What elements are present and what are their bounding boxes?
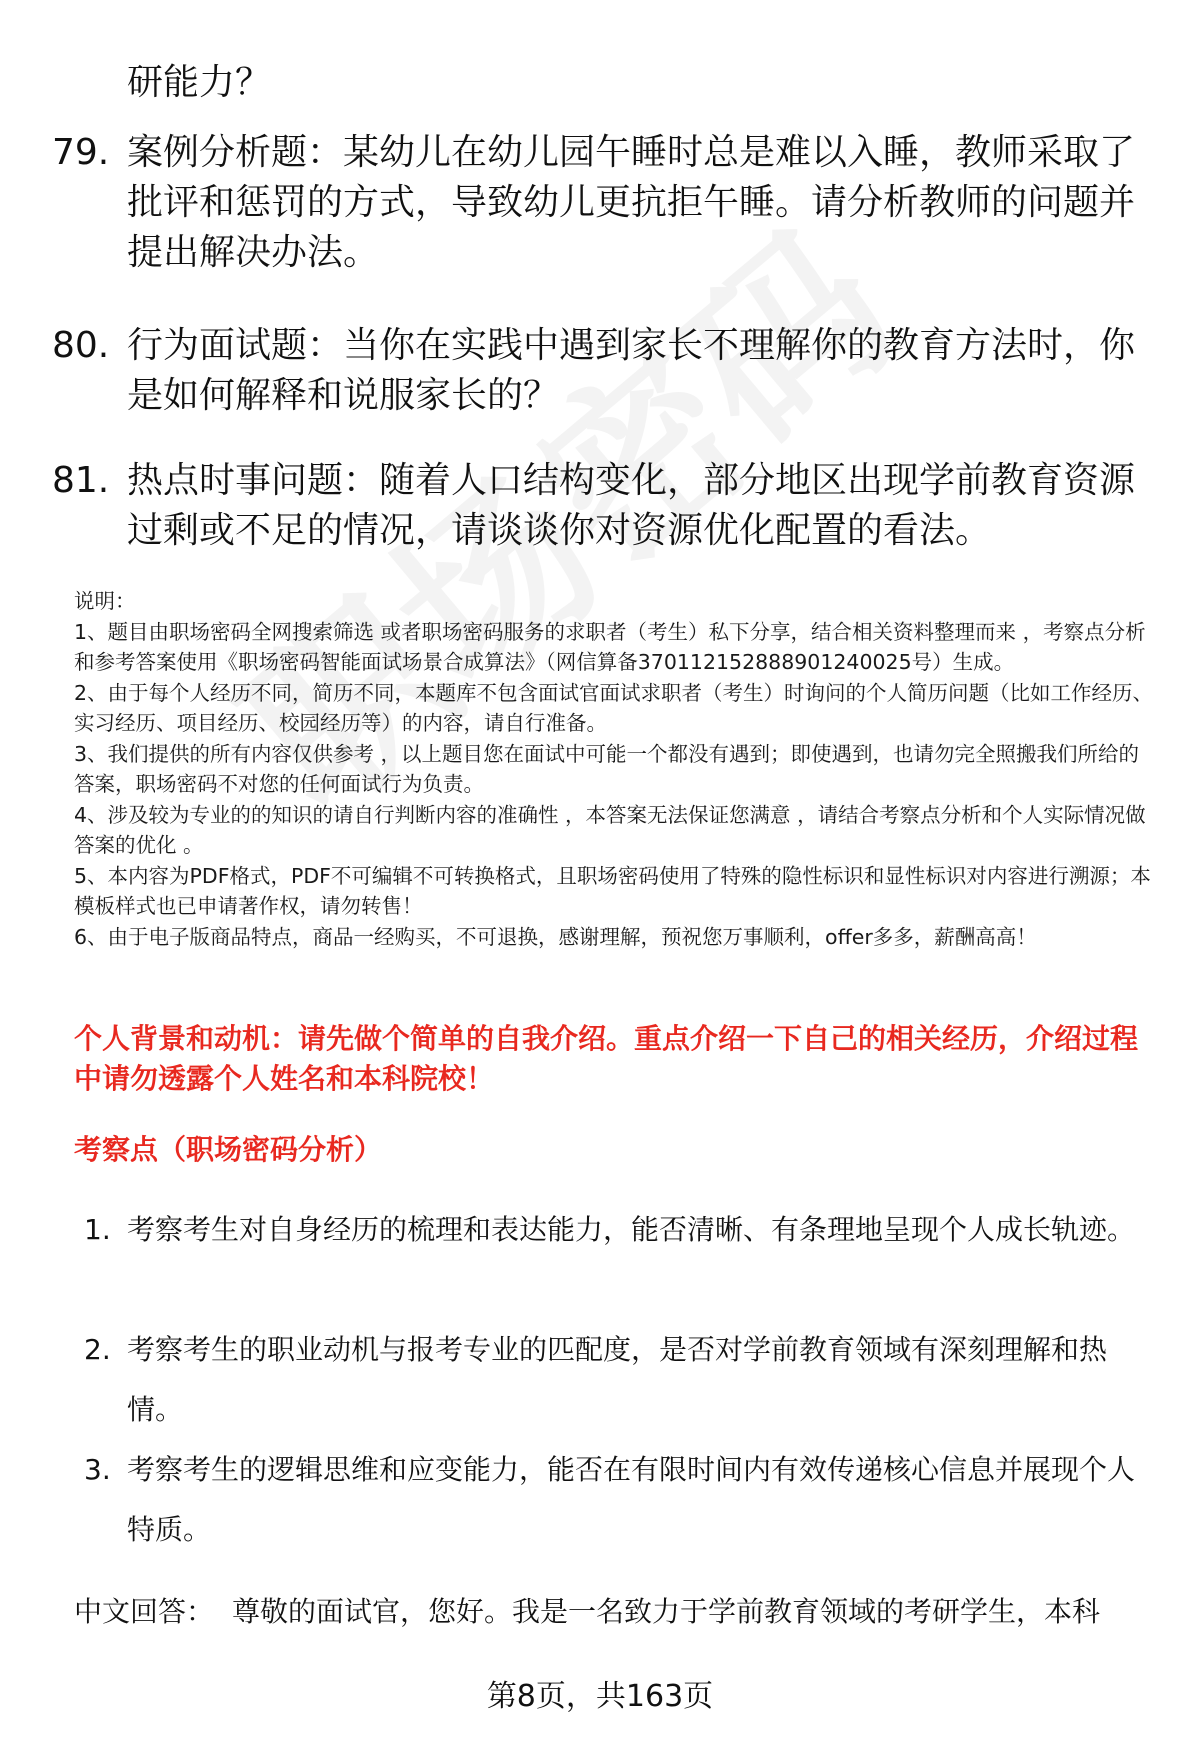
answer-text: 尊敬的面试官，您好。我是一名致力于学前教育领域的考研学生，本科 (232, 1595, 1101, 1628)
notes-item: 2、由于每个人经历不同，简历不同，本题库不包含面试官面试求职者（考生）时询问的个人简历问题（比如工作经历、实习经历、项目经历、校园经历等）的内容，请自行准备。 (74, 680, 1154, 735)
question-text: 案例分析题：某幼儿在幼儿园午睡时总是难以入睡，教师采取了批评和惩罚的方式，导致幼儿更抗拒午睡。请分析教师的问题并提出解决办法。 (127, 132, 1136, 273)
notes-item: 6、由于电子版商品特点，商品一经购买，不可退换，感谢理解，预祝您万事顺利，offer多多，薪酬高高！ (74, 924, 1037, 949)
assessment-points-heading: 考察点（职场密码分析） (74, 1133, 383, 1166)
continued-question-text: 研能力？ (127, 62, 272, 103)
question-number: 79. (52, 132, 110, 173)
disclaimer-notes (74, 586, 1156, 952)
question-text: 热点时事问题：随着人口结构变化，部分地区出现学前教育资源过剩或不足的情况，请谈谈你对资源优化配置的看法。 (127, 460, 1136, 551)
notes-title: 说明： (74, 589, 136, 613)
assessment-point-number: 1. (84, 1213, 111, 1246)
notes-item: 1、题目由职场密码全网搜索筛选 或者职场密码服务的求职者（考生）私下分享，结合相关资料整理而来 ，考察点分析和参考答案使用《职场密码智能面试场景合成算法》（网信算备370112152888901240025号）生成。 (74, 619, 1146, 674)
assessment-point-text: 考察考生的逻辑思维和应变能力，能否在有限时间内有效传递核心信息并展现个人特质。 (127, 1453, 1136, 1546)
notes-item: 3、我们提供的所有内容仅供参考 ，以上题目您在面试中可能一个都没有遇到；即使遇到，也请勿完全照搬我们所给的答案，职场密码不对您的任何面试行为负责。 (74, 741, 1140, 796)
question-number: 80. (52, 325, 110, 366)
section-question-heading: 个人背景和动机：请先做个简单的自我介绍。重点介绍一下自己的相关经历，介绍过程中请勿透露个人姓名和本科院校！ (74, 1022, 1139, 1095)
notes-item: 4、涉及较为专业的的知识的请自行判断内容的准确性 ，本答案无法保证您满意 ，请结合考察点分析和个人实际情况做答案的优化 。 (74, 802, 1146, 857)
assessment-point-number: 3. (84, 1453, 111, 1486)
question-text: 行为面试题：当你在实践中遇到家长不理解你的教育方法时，你是如何解释和说服家长的？ (127, 325, 1136, 416)
notes-item: 5、本内容为PDF格式，PDF不可编辑不可转换格式，且职场密码使用了特殊的隐性标识和显性标识对内容进行溯源；本模板样式也已申请著作权，请勿转售！ (74, 863, 1151, 918)
question-number: 81. (52, 460, 110, 501)
assessment-point-number: 2. (84, 1333, 111, 1366)
assessment-point-text: 考察考生对自身经历的梳理和表达能力，能否清晰、有条理地呈现个人成长轨迹。 (127, 1213, 1136, 1246)
chinese-answer (74, 1590, 1174, 1634)
answer-label: 中文回答： (74, 1595, 215, 1628)
assessment-point-text: 考察考生的职业动机与报考专业的匹配度，是否对学前教育领域有深刻理解和热情。 (127, 1333, 1108, 1426)
page-number: 第8页，共163页 (486, 1679, 714, 1714)
